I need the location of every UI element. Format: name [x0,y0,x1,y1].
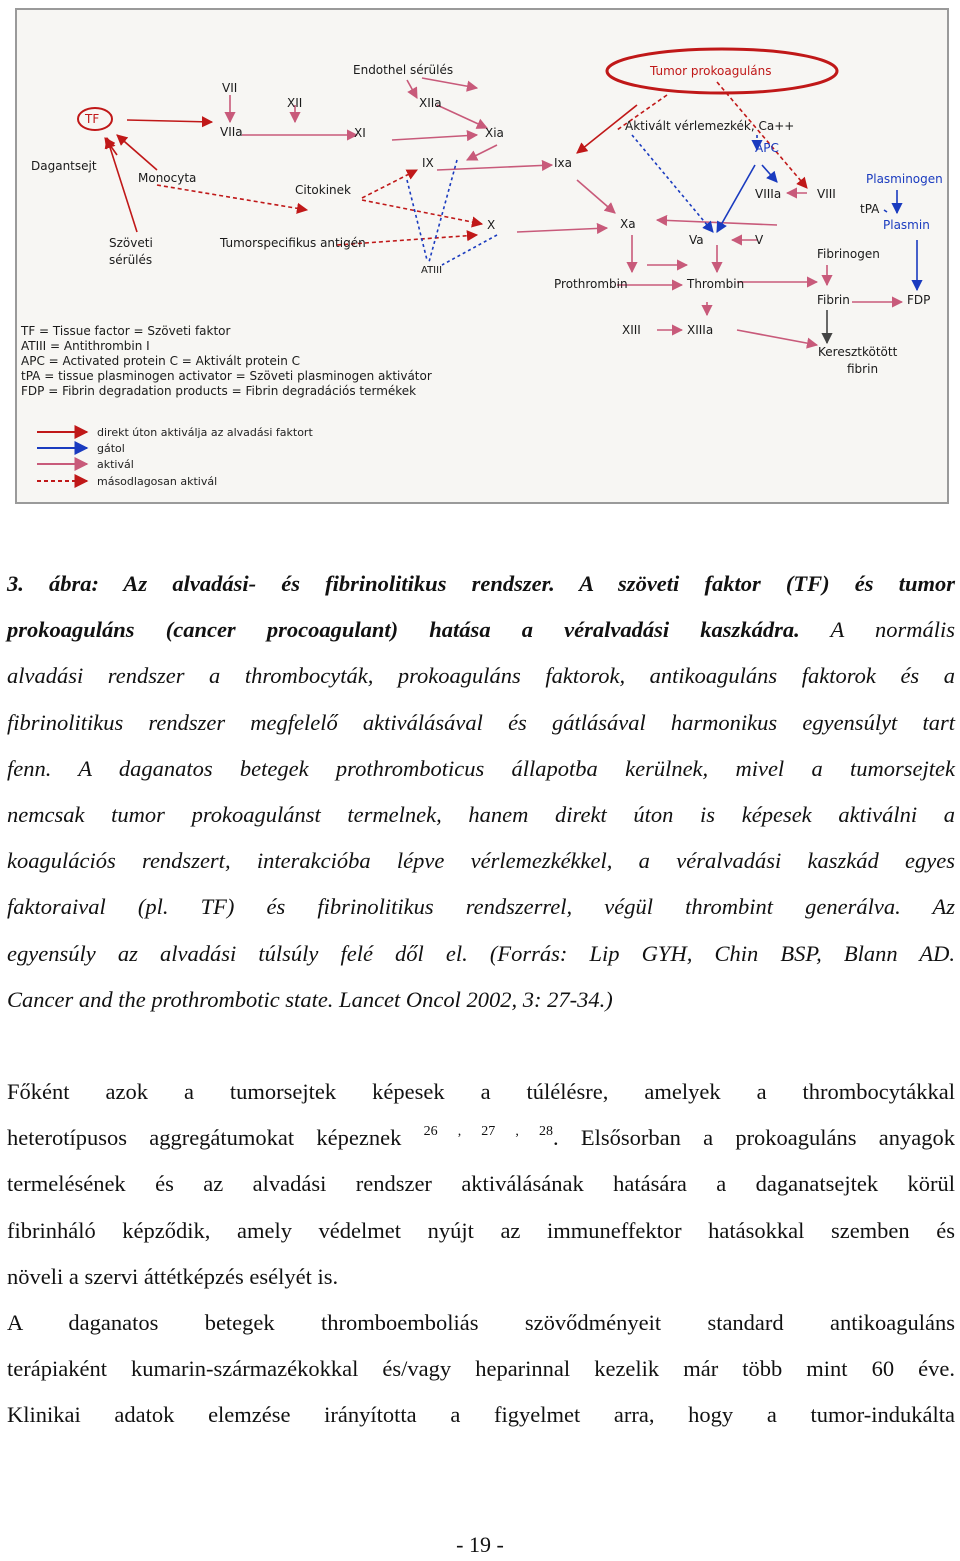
node-aktivalt-verlemezkek: Aktivált vérlemezkék, Ca++ [625,119,795,133]
node-xiiia: XIIIa [687,323,714,337]
node-tumorspec: Tumorspecifikus antigén [220,236,366,250]
paragraph-line: A daganatos betegek thromboemboliás szövődményeit standard antikoaguláns [7,1310,955,1335]
paragraph-line [7,1115,955,1161]
node-szoveti-2: sérülés [109,253,153,267]
node-keresztkotott-1: Keresztkötött [818,345,898,359]
paragraph-line: terápiaként kumarin-származékokkal és/vagy heparinnal kezelik már több mint 60 éve. [7,1356,955,1382]
diagram-arrows [105,78,917,345]
node-viiia: VIIIa [755,187,782,201]
node-plasmin: Plasmin [883,218,930,232]
caption-line: fenn. A daganatos betegek prothromboticus állapotba kerülnek, mivel a tumorsejtek [7,755,955,781]
paragraph-text: . Elsősorban a prokoaguláns anyagok [553,1125,955,1151]
paragraph-2 [7,1300,955,1439]
node-fibrin: Fibrin [817,293,850,307]
node-plasminogen: Plasminogen [866,172,943,186]
legend-label: másodlagosan aktivál [97,475,218,488]
abbreviation-line: ATIII = Antithrombin I [21,339,150,353]
abbreviation-line: TF = Tissue factor = Szöveti faktor [21,324,231,338]
caption-line: nemcsak tumor prokoagulánst termelnek, hanem direkt úton is képesek aktiválni a [7,802,955,828]
caption-line: faktoraival (pl. TF) és fibrinolitikus rendszerrel, végül thrombint generálva. Az [7,894,955,920]
legend-label: direkt úton aktiválja az alvadási faktort [97,426,313,439]
node-xia: Xia [485,126,504,140]
node-tf: TF [85,112,100,126]
node-xii: XII [287,96,303,110]
node-thrombin: Thrombin [687,277,745,291]
legend-label: gátol [97,442,125,455]
abbreviation-line: tPA = tissue plasminogen activator = Szöveti plasminogen aktivátor [21,369,432,383]
abbreviation-list [20,324,432,398]
node-ixa: Ixa [554,156,572,170]
paragraph-line: növeli a szervi áttétképzés esélyét is. [7,1263,339,1289]
legend [37,426,313,488]
node-viia: VIIa [220,125,243,139]
node-tumor-prokoagulans: Tumor prokoaguláns [650,64,772,78]
paragraph-text: heterotípusos aggregátumokat képeznek [7,1125,402,1151]
caption-bold-line: prokoaguláns (cancer procoagulant) hatása a véralvadási kaszkádra. [7,617,800,643]
node-tpa: tPA [860,202,880,216]
node-vii: VII [222,81,238,95]
node-va: Va [689,233,704,247]
node-monocyta: Monocyta [138,171,197,185]
node-citokinek: Citokinek [295,183,351,197]
node-szoveti-1: Szöveti [109,236,153,250]
caption-line: egyensúly az alvadási túlsúly felé dől el. (Forrás: Lip GYH, Chin BSP, Blann AD. [7,940,955,966]
caption-line: koagulációs rendszert, interakcióba lépve vérlemezkékkel, a véralvadási kaszkád egyes [7,848,955,874]
node-dagantsejt: Dagantsejt [31,159,97,173]
paragraph-line: Főként azok a tumorsejtek képesek a túlélésre, amelyek a thrombocytákkal [7,1079,955,1104]
node-fibrinogen: Fibrinogen [817,247,880,261]
diagram-canvas [17,10,947,502]
paragraph-line: Klinikai adatok elemzése irányította a figyelmet arra, hogy a tumor-indukálta [7,1402,955,1428]
node-endothel: Endothel sérülés [353,63,454,77]
paragraph-line: termelésének és az alvadási rendszer aktiválásának hatására a daganatsejtek körül [7,1171,955,1197]
caption-bold-line: 3. ábra: Az alvadási- és fibrinolitikus rendszer. A szöveti faktor (TF) és tumor [7,571,955,596]
caption-line-2 [7,607,955,653]
abbreviation-line: FDP = Fibrin degradation products = Fibrin degradációs termékek [21,384,417,398]
node-atiii: ATIII [421,265,443,276]
node-xi: XI [354,126,366,140]
citation-superscript: 26 , 27 , 28 [423,1124,554,1140]
node-ix: IX [422,156,434,170]
node-prothrombin: Prothrombin [554,277,628,291]
page-number: - 19 - [456,1532,504,1557]
node-fdp: FDP [907,293,931,307]
caption-line: Cancer and the prothrombotic state. Lancet Oncol 2002, 3: 27-34.) [7,986,613,1012]
paragraph-line: fibrinháló képződik, amely védelmet nyújt az immuneffektor hatásokkal szemben és [7,1217,955,1243]
legend-label: aktivál [97,458,134,471]
node-keresztkotott-2: fibrin [847,362,879,376]
figure-caption [7,561,955,1023]
caption-text: A normális [799,617,955,643]
abbreviation-line: APC = Activated protein C = Aktivált protein C [21,354,301,368]
node-xa: Xa [620,217,636,231]
node-xiia: XIIa [419,96,442,110]
node-apc: APC [755,141,779,155]
node-x: X [487,218,496,232]
node-v: V [755,233,764,247]
node-viii: VIII [817,187,836,201]
paragraph-1 [7,1069,955,1300]
node-xiii: XIII [622,323,641,337]
caption-line: fibrinolitikus rendszer megfelelő aktiválásával és gátlásával harmonikus egyensúlyt tart [7,709,955,735]
coagulation-diagram [15,8,949,504]
caption-line: alvadási rendszer a thrombocyták, prokoaguláns faktorok, antikoaguláns faktorok és a [7,663,955,689]
